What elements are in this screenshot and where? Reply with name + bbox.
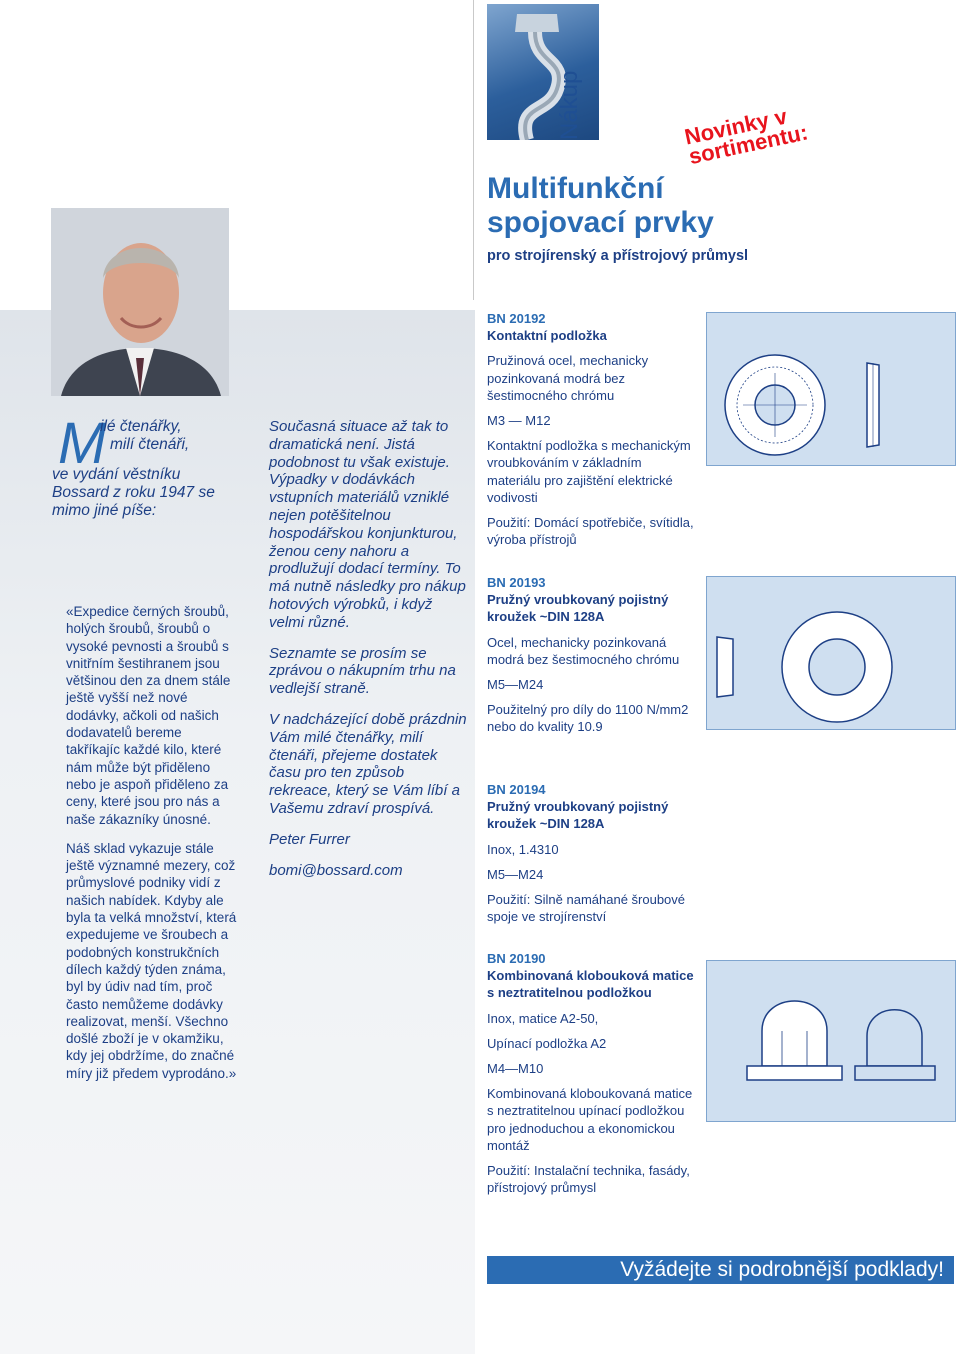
product-code: BN 20193 (487, 575, 546, 590)
page-subtitle: pro strojírenský a přístrojový průmysl (487, 248, 749, 264)
page-title: Multifunkční spojovací prvky (487, 172, 714, 239)
product-name: Kontaktní podložka (487, 328, 607, 344)
contact-email[interactable]: bomi@bossard.com (269, 861, 403, 879)
drop-cap: M (58, 411, 107, 476)
product-bn20192: BN 20192 Kontaktní podložka Pružinová ocel, mechanicky pozinkovaná modrá bez šestimocného chrómu M3 — M12 Kontaktní podložka s mechanickým vroubkováním v základním materiálu pro zajištění elektrické vodivosti Použití: Domácí spotřebiče, svítidla, výroba přístrojů (487, 310, 697, 548)
lock-washer-icon (707, 577, 955, 729)
product-bn20193: BN 20193 Pružný vroubkovaný pojistný kroužek ~DIN 128A Ocel, mechanicky pozinkovaná modrá bez šestimocného chrómu M5—M24 Použitelný pro díly do 1100 N/mm2 nebo do kvality 10.9 (487, 574, 697, 736)
product-name: Kombinovaná klobouková matice s neztratitelnou podložkou (487, 968, 694, 1001)
greeting: ilé čtenářky, milí čtenáři, ve vydání věstníku Bossard z roku 1947 se mimo jiné píše: (52, 418, 242, 520)
product-code: BN 20192 (487, 311, 546, 326)
author-portrait (51, 208, 229, 396)
product-name: Pružný vroubkovaný pojistný kroužek ~DIN 128A (487, 799, 669, 832)
person-icon (51, 208, 229, 396)
spring-washer-figure-1 (706, 576, 956, 730)
product-bn20194: BN 20194 Pružný vroubkovaný pojistný kroužek ~DIN 128A Inox, 1.4310 M5—M24 Použití: Silně namáhané šroubové spoje ve strojírenství (487, 781, 697, 925)
section-label: Nákup (556, 70, 583, 140)
contact-washer-figure (706, 312, 956, 466)
request-info-banner[interactable]: Vyžádejte si podrobnější podklady! (487, 1256, 954, 1284)
signature: Peter Furrer (269, 830, 350, 848)
letter-intro: ve vydání věstníku Bossard z roku 1947 se mimo jiné píše: (52, 466, 215, 519)
header-divider (473, 0, 474, 300)
cap-nut-figure (706, 960, 956, 1122)
product-bn20190: BN 20190 Kombinovaná klobouková matice s neztratitelnou podložkou Inox, matice A2-50, Upínací podložka A2 M4—M10 Kombinovaná kloboukovaná matice s neztratitelnou upínací podložkou pro jednoduchou a ekonomickou montáž Použití: Instalační technika, fasády, přístrojový průmysl (487, 950, 697, 1196)
editorial-text: Současná situace až tak to dramatická není. Jistá podobnost tu však existuje. Výpadky v dodávkách vstupních materiálů vzniklé nejen potěšitelnou hospodářskou konjunkturou, ženou ceny nahoru a prodlužují dodací termíny. To má nutně následky pro nákup hotových výrobků, i když velmi různé. Seznamte se prosím se zprávou o nákupním trhu na vedlejší straně. V nadcházející době prázdnin Vám milé čtenářky, milí čtenáři, přejeme dostatek času pro ten způsob rekreace, který se Vám líbí a Vašemu zdraví prospívá. Peter Furrer bomi@bossard.com (269, 418, 469, 892)
news-badge: Novinky v sortimentu: (682, 103, 811, 170)
washer-icon (707, 313, 955, 465)
historical-quote: «Expedice černých šroubů, holých šroubů, šroubů o vysoké pevnosti a šroubů s vnitřním šestihranem jsou většinou den za dnem stále ještě vyšší než nové dodávky, ačkoli od našich dodavatelů bereme takříkajíc každé kilo, které nám může být přiděleno nebo je aspoň přiděleno za ceny, které jsou pro nás a naše zákazníky únosné. Náš sklad vykazuje stále ještě významné mezery, což průmyslové podniky vidí z našich nabídek. Kdyby ale byla ta velká množství, která expedujeme ve šroubech a podobných konstrukčních dílech každý týden známa, byl by údiv nad tím, proč často nemůžeme dodávky realizovat, menší. Všechno došlé zboží je v okamžiku, kdy jej obdržíme, do značné míry již předem vyprodáno.» (66, 604, 237, 1081)
product-code: BN 20194 (487, 782, 546, 797)
product-code: BN 20190 (487, 951, 546, 966)
product-name: Pružný vroubkovaný pojistný kroužek ~DIN 128A (487, 592, 669, 625)
cap-nut-icon (707, 961, 955, 1121)
